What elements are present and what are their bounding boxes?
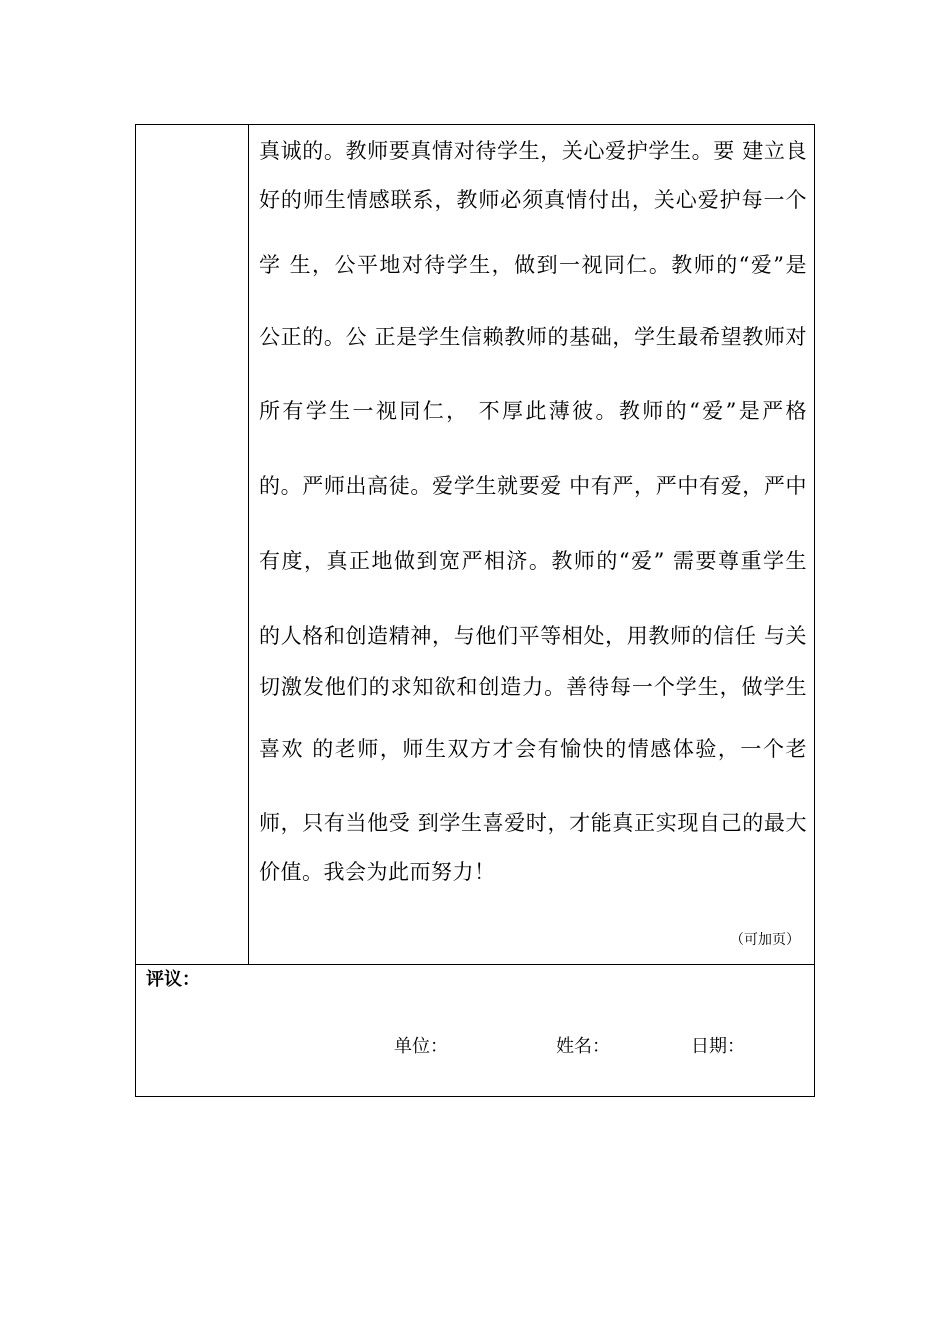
review-label: 评议： xyxy=(146,969,200,990)
name-label: 姓名： xyxy=(556,1036,610,1057)
add-page-note: （可加页） xyxy=(730,932,800,948)
unit-label: 单位： xyxy=(394,1036,448,1057)
text-line: 有度，真正地做到宽严相济。教师的“爱” 需要尊重学生 xyxy=(259,549,807,573)
text-line: 好的师生情感联系，教师必须真情付出，关心爱护每一个 xyxy=(259,188,807,212)
text-line: 学 生，公平地对待学生，做到一视同仁。教师的“爱”是 xyxy=(259,253,807,277)
review-row xyxy=(136,965,814,1096)
text-line: 的。严师出高徒。爱学生就要爱 中有严，严中有爱，严中 xyxy=(259,474,807,498)
left-label-cell xyxy=(136,125,249,964)
text-line: 师，只有当他受 到学生喜爱时，才能真正实现自己的最大 xyxy=(259,811,807,835)
text-line: 公正的。公 正是学生信赖教师的基础，学生最希望教师对 xyxy=(259,325,807,349)
text-line: 喜欢 的老师，师生双方才会有愉快的情感体验，一个老 xyxy=(259,737,807,761)
date-label: 日期： xyxy=(691,1036,745,1057)
text-line: 价值。我会为此而努力！ xyxy=(259,860,496,884)
text-line: 切激发他们的求知欲和创造力。善待每一个学生，做学生 xyxy=(259,675,807,699)
text-line: 真诚的。教师要真情对待学生，关心爱护学生。要 建立良 xyxy=(259,139,807,163)
content-row xyxy=(136,125,814,965)
text-line: 所有学生一视同仁， 不厚此薄彼。教师的“爱”是严格 xyxy=(259,399,807,423)
form-table xyxy=(135,124,815,1097)
text-line: 的人格和创造精神，与他们平等相处，用教师的信任 与关 xyxy=(259,624,807,648)
essay-text-cell xyxy=(249,125,814,964)
